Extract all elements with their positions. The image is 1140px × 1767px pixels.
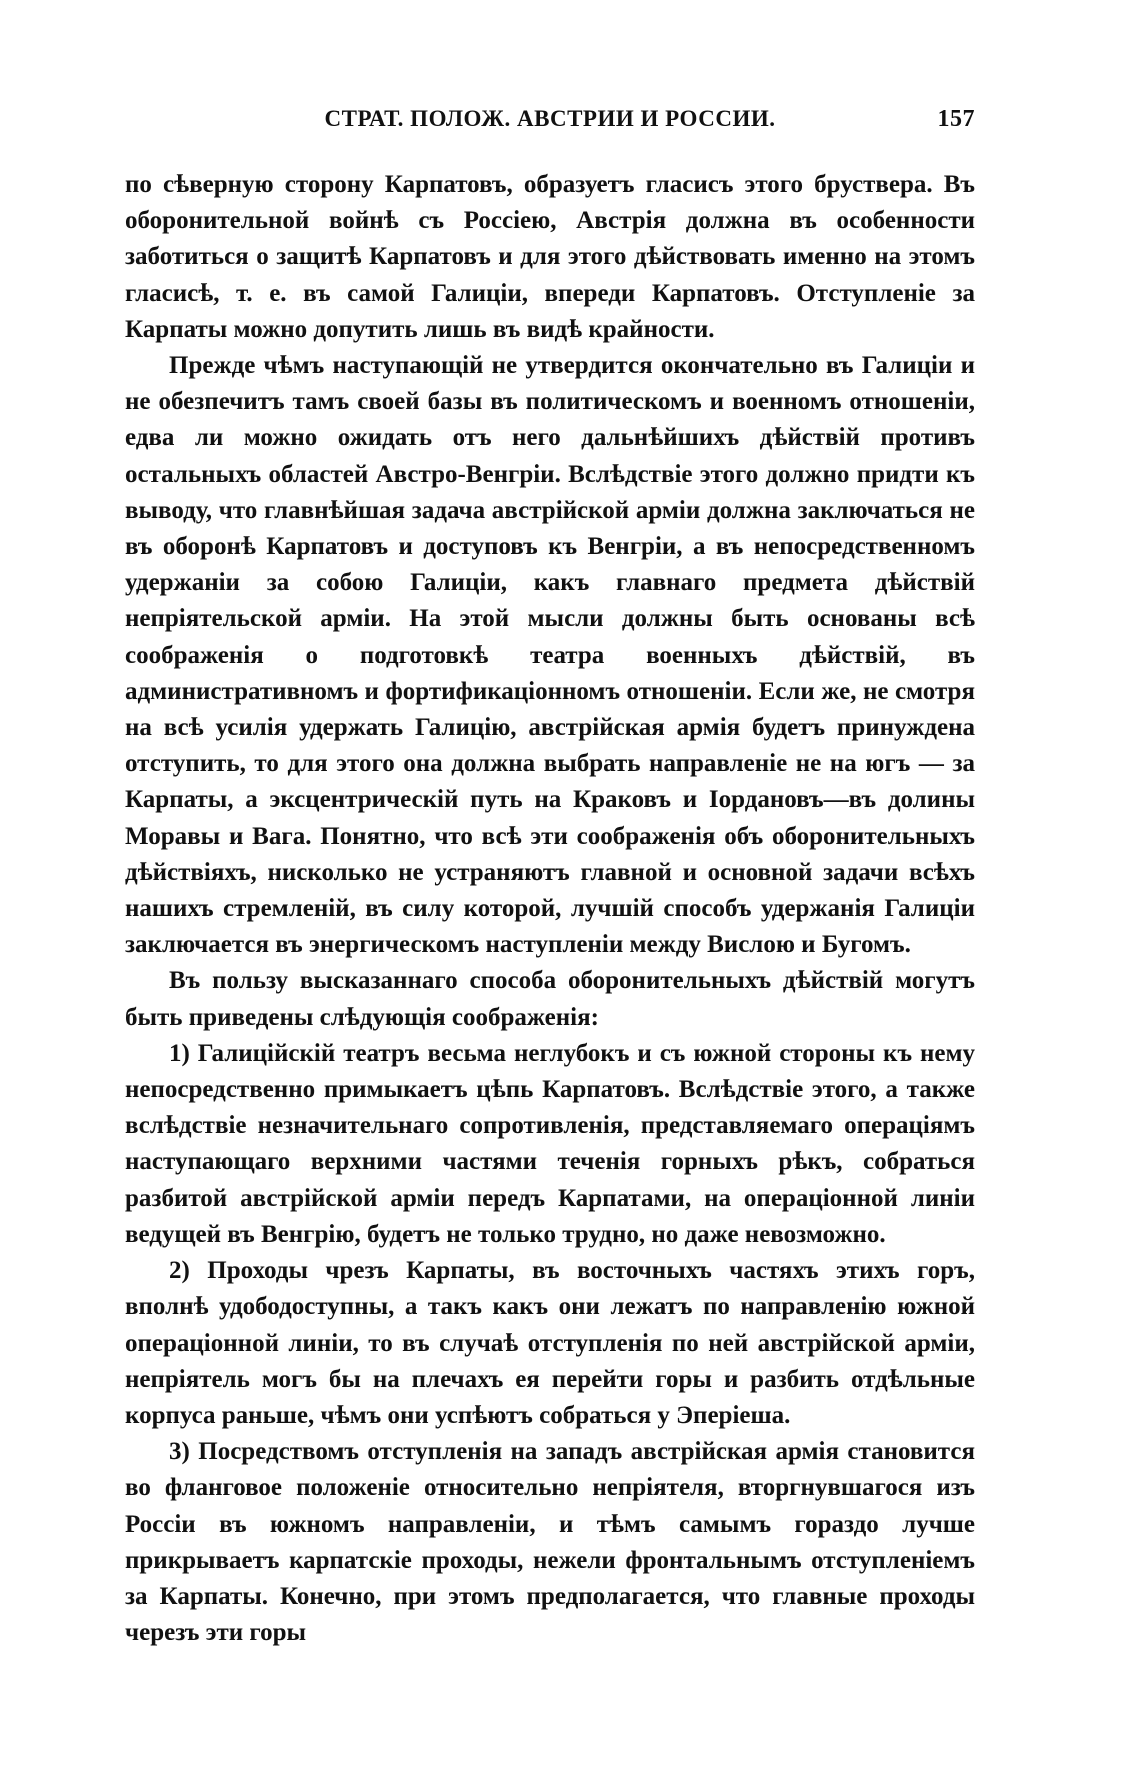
numbered-paragraph-2: 2) Проходы чрезъ Карпаты, въ восточныхъ частяхъ этихъ горъ, вполнѣ удободоступны, а такъ какъ они лежатъ по направленію южной операціонной линіи, то въ случаѣ отступленія по ней австрійской арміи, непріятель могъ бы на плечахъ ея перейти горы и разбить отдѣльные корпуса раньше, чѣмъ они успѣютъ собраться у Эперіеша. bbox=[125, 1257, 975, 1429]
paragraph: Прежде чѣмъ наступающій не утвердится окончательно въ Галиціи и не обезпечитъ тамъ своей базы въ политическомъ и военномъ отношеніи, едва ли можно ожидать отъ него дальнѣйшихъ дѣйствій противъ остальныхъ областей Австро-Венгріи. Вслѣдствіе этого должно придти къ выводу, что главнѣйшая задача австрійской арміи должна заключаться не въ оборонѣ Карпатовъ и доступовъ къ Венгріи, а въ непосредственномъ удержаніи за собою Галиціи, какъ главнаго предмета дѣйствій непріятельской арміи. На этой мысли должны быть основаны всѣ соображенія о подготовкѣ театра военныхъ дѣйствій, въ административномъ и фортификаціонномъ отношеніи. Если же, не смотря на всѣ усилія удержать Галицію, австрійская армія будетъ принуждена отступить, то для этого она должна выбрать направленіе не на югъ — за Карпаты, а эксцентрическій путь на Краковъ и Іордановъ—въ долины Моравы и Вага. Понятно, что всѣ эти соображенія объ оборонительныхъ дѣйствіяхъ, нисколько не устраняютъ главной и основной задачи всѣхъ нашихъ стремленій, въ силу которой, лучшій способъ удержанія Галиціи заключается въ энергическомъ наступленіи между Вислою и Бугомъ. bbox=[125, 352, 975, 959]
page-number: 157 bbox=[937, 106, 975, 132]
running-title: СТРАТ. ПОЛОЖ. АВСТРИИ И РОССИИ. bbox=[324, 106, 776, 131]
numbered-paragraph-3: 3) Посредствомъ отступленія на западъ австрійская армія становится во фланговое положеніе относительно непріятеля, вторгнувшагося изъ Россіи въ южномъ направленіи, и тѣмъ самымъ гораздо лучше прикрываетъ карпатскіе проходы, нежели фронтальнымъ отступленіемъ за Карпаты. Конечно, при этомъ предполагается, что главные проходы черезъ эти горы bbox=[125, 1438, 975, 1647]
paragraph-continued: по сѣверную сторону Карпатовъ, образуетъ гласисъ этого бруствера. Въ оборонительной войнѣ съ Россіею, Австрія должна въ особенности заботиться о защитѣ Карпатовъ и для этого дѣйствовать именно на этомъ гласисѣ, т. е. въ самой Галиціи, впереди Карпатовъ. Отступленіе за Карпаты можно допутить лишь въ видѣ крайности. bbox=[125, 171, 975, 343]
paragraph: Въ пользу высказаннаго способа оборонительныхъ дѣйствій могутъ быть приведены слѣдующія соображенія: bbox=[125, 967, 975, 1031]
numbered-paragraph-1: 1) Галиційскій театръ весьма неглубокъ и съ южной стороны къ нему непосредственно примыкаетъ цѣпь Карпатовъ. Вслѣдствіе этого, а также вслѣдствіе незначительнаго сопротивленія, представляемаго операціямъ наступающаго верхними частями теченія горныхъ рѣкъ, собраться разбитой австрійской арміи передъ Карпатами, на операціонной линіи ведущей въ Венгрію, будетъ не только трудно, но даже невозможно. bbox=[125, 1039, 975, 1248]
body-text bbox=[125, 167, 975, 1651]
running-header bbox=[125, 106, 975, 136]
